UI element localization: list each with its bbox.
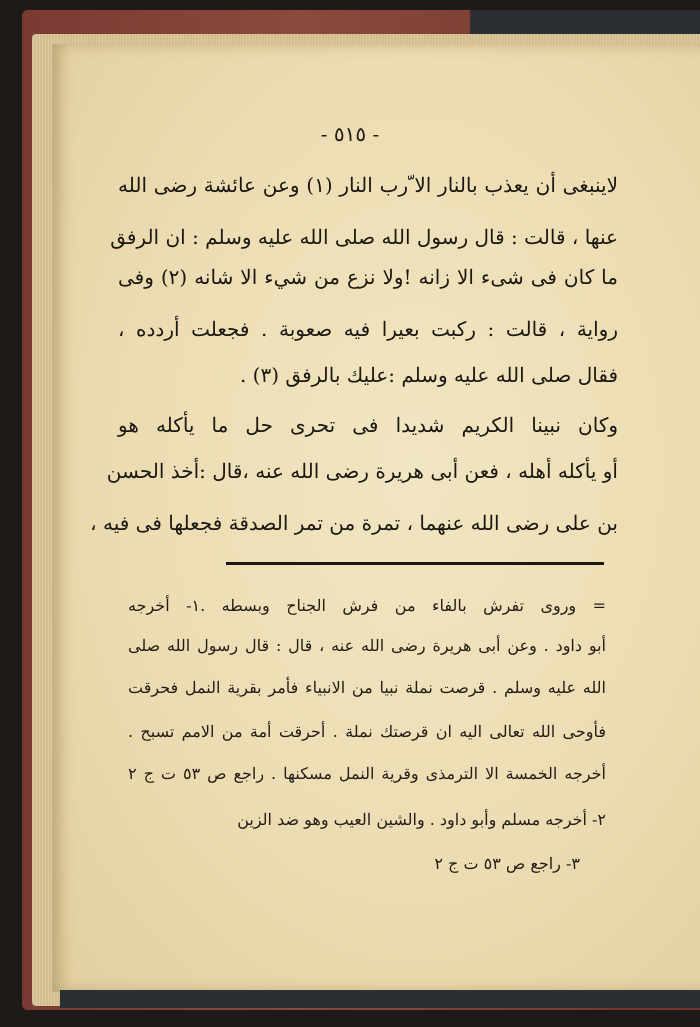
footnote-line: ٢- أخرجه مسلم وأبو داود . والشين العيب وهو ضد الزين	[237, 810, 606, 829]
main-text-line: ما كان فى شىء الا زانه !ولا نزع من شيء الا شانه (٢) وفى	[118, 265, 618, 289]
footnote-line: أخرجه الخمسة الا الترمذى وقرية النمل مسكنها . راجع ص ٥٣ ت ج ٢	[128, 764, 607, 783]
main-text-line: لاينبغى أن يعذب بالنار الا ّرب النار (١) وعن عائشة رضى الله	[118, 173, 618, 197]
main-text-line: عنها ، قالت : قال رسول الله صلى الله عليه وسلم : ان الرفق	[110, 225, 618, 249]
page-number: - ٥١٥ -	[320, 122, 380, 146]
footnote-line: = وروى تفرش بالفاء من فرش الجناح وبسطه .١- أخرجه	[128, 596, 607, 615]
footnote-line: الله عليه وسلم . قرصت نملة نبيا من الانبياء فأمر بقرية النمل فحرقت	[128, 678, 606, 697]
footnote-line: فأوحى الله تعالى اليه ان قرصتك نملة . أحرقت أمة من الامم تسبح .	[128, 722, 606, 741]
main-text-line: بن على رضى الله عنهما ، تمرة من تمر الصدقة فجعلها فى فيه ،	[90, 511, 618, 535]
main-text-line: فقال صلى الله عليه وسلم :عليك بالرفق (٣) .	[239, 363, 618, 387]
bottom-background-strip	[60, 990, 700, 1008]
footnote-line: أبو داود . وعن أبى هريرة رضى الله عنه ، قال : قال رسول الله صلى	[128, 636, 606, 655]
footnote-line: ٣- راجع ص ٥٣ ت ج ٢	[434, 854, 580, 873]
main-text-line: وكان نبينا الكريم شديدا فى تحرى حل ما يأكله هو	[118, 413, 618, 437]
footnote-divider	[226, 562, 604, 565]
main-text-line: أو يأكله أهله ، فعن أبى هريرة رضى الله عنه ،قال :أخذ الحسن	[106, 459, 618, 483]
main-text-line: رواية ، قالت : ركبت بعيرا فيه صعوبة . فجعلت أردده ،	[118, 317, 618, 341]
